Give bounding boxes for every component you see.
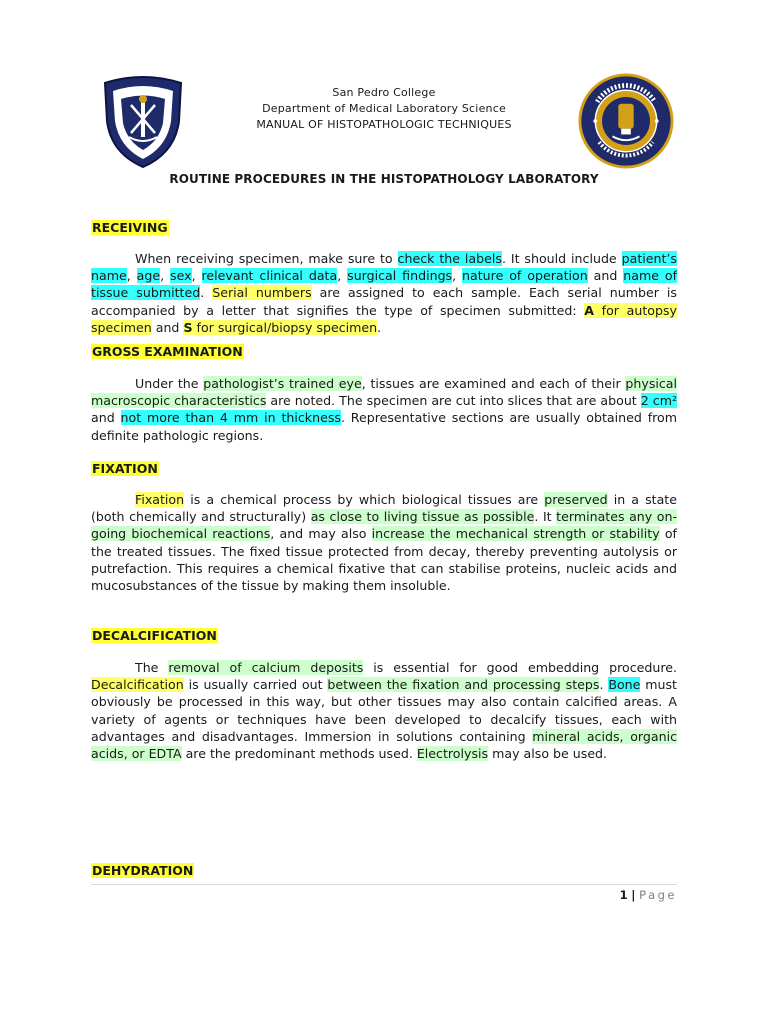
highlighted-text: age [136,268,161,284]
highlighted-text: 2 cm² [640,393,678,409]
text-run: , [160,268,171,284]
highlighted-text: patient’s name [91,251,677,284]
paragraph-decalcification [91,659,677,762]
manual-name: MANUAL OF HISTOPATHOLOGIC TECHNIQUES [256,118,512,131]
text-run: . [377,319,382,335]
highlighted-text: as close to living tissue as possible [310,509,535,525]
text-run: When receiving specimen, make sure to [135,251,398,266]
department-name: Department of Medical Laboratory Science [262,102,506,115]
highlighted-text: for surgical/biopsy specimen [192,319,378,335]
text-run: . It [534,509,557,525]
highlighted-text: preserved [544,492,608,507]
text-run: in a state (both chemically and structurally) [91,492,677,525]
text-run: is usually carried out [183,677,328,693]
heading-receiving: RECEIVING [92,220,168,235]
medical-laboratory-science-seal-logo [578,73,674,169]
highlighted-text: not more than 4 mm in thickness [120,410,341,426]
text-run: , [191,268,202,284]
page-number-value: 1 [619,888,628,902]
text-run: . Representative sections are usually obtained from definite pathologic regions. [91,410,678,443]
text-run: , and may also [270,526,372,542]
highlighted-text: relevant clinical data [201,268,338,284]
text-run: . [200,285,213,301]
text-run: , [337,268,348,284]
text-run: Under the [135,376,204,391]
highlighted-text: Serial numbers [212,285,312,301]
heading-dehydration: DEHYDRATION [92,863,194,878]
page-separator: | [631,888,636,902]
paragraph-fixation [91,491,677,594]
highlighted-text: S [183,319,193,335]
highlighted-text: Bone [608,677,641,693]
text-run: . It should include [501,251,622,266]
text-run: of the treated tissues. The fixed tissue protected from decay, thereby preventing autolysis or putrefaction. This requires a chemical fixative that can stabilise proteins, nucleic acids and mucosubstances of the tissue by making them insoluble. [91,526,677,594]
document-title: ROUTINE PROCEDURES IN THE HISTOPATHOLOGY LABORATORY [169,172,599,186]
text-run: and [151,319,184,335]
text-run: is essential for good embedding procedure. [363,660,677,675]
text-run: . [599,677,609,693]
text-run: and [587,268,624,284]
footer-divider [91,884,677,885]
paragraph-receiving [91,250,677,336]
highlighted-text: Fixation [135,492,185,507]
highlighted-text: removal of calcium deposits [168,660,364,675]
text-run: must obviously be processed in this way, but other tissues may also contain calcified areas. A variety of agents or techniques have been developed to decalcify tissues, each with advantages and disadvantages. Immersion in solutions containing [91,677,677,744]
highlighted-text: nature of operation [462,268,588,284]
highlighted-text: sex [170,268,192,284]
highlighted-text: mineral acids, organic acids, or EDTA [91,728,678,762]
highlighted-text: for autopsy specimen [91,302,677,335]
highlighted-text: between the fixation and processing steps [327,677,600,693]
heading-fixation: FIXATION [92,461,158,476]
highlighted-text: check the labels [397,251,502,266]
highlighted-text: physical macroscopic characteristics [91,376,678,409]
text-run: are the predominant methods used. [181,746,417,762]
text-run: and [91,410,121,426]
text-run: are noted. The specimen are cut into slices that are about [266,393,641,409]
text-run: , tissues are examined and each of their [361,376,626,391]
highlighted-text: terminates any on-going biochemical reactions [91,509,678,542]
highlighted-text: Electrolysis [416,746,489,762]
text-run: , [452,268,463,284]
highlighted-text: A [584,302,594,318]
highlighted-text: increase the mechanical strength or stability [371,526,660,542]
page-number [560,888,677,902]
highlighted-text: pathologist’s trained eye [203,376,362,391]
highlighted-text: Decalcification [91,677,184,693]
school-name: San Pedro College [332,86,436,99]
text-run: The [135,660,169,675]
highlighted-text: surgical findings [347,268,453,284]
paragraph-gross-examination [91,375,677,444]
text-run: is a chemical process by which biological tissues are [184,492,545,507]
heading-decalcification: DECALCIFICATION [92,628,217,643]
highlighted-text: name of tissue submitted [91,268,678,301]
page-label: Page [639,888,677,902]
heading-gross-examination: GROSS EXAMINATION [92,344,243,359]
san-pedro-college-shield-logo [95,75,191,171]
text-run: are assigned to each sample. Each serial number is accompanied by a letter that signifies the type of specimen submitted: [91,285,677,318]
text-run: , [126,268,137,284]
text-run: may also be used. [488,746,608,762]
